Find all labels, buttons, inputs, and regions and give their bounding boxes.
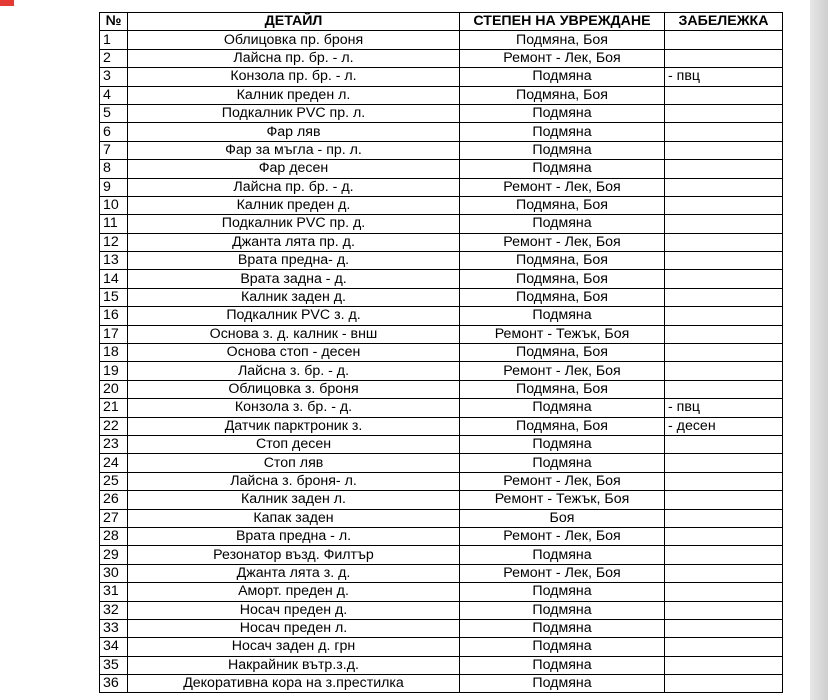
row-part: Лайсна з. броня- л. xyxy=(128,472,460,490)
row-part: Калник преден д. xyxy=(128,196,460,214)
row-part: Джанта лята з. д. xyxy=(128,564,460,582)
row-note xyxy=(665,160,783,178)
row-damage-degree: Ремонт - Лек, Боя xyxy=(460,527,665,545)
row-note: - пвц xyxy=(665,399,783,417)
row-note xyxy=(665,546,783,564)
table-row xyxy=(100,104,783,122)
row-number: 36 xyxy=(100,675,128,693)
row-damage-degree: Подмяна xyxy=(460,583,665,601)
row-damage-degree: Подмяна xyxy=(460,454,665,472)
table-row xyxy=(100,399,783,417)
row-number: 7 xyxy=(100,141,128,159)
row-note xyxy=(665,123,783,141)
table-row xyxy=(100,307,783,325)
row-number: 23 xyxy=(100,435,128,453)
table-row xyxy=(100,123,783,141)
row-number: 13 xyxy=(100,252,128,270)
row-part: Конзола пр. бр. - л. xyxy=(128,68,460,86)
row-note xyxy=(665,252,783,270)
row-part: Накрайник вътр.з.д. xyxy=(128,656,460,674)
row-number: 4 xyxy=(100,86,128,104)
red-corner-mark xyxy=(0,0,14,6)
row-damage-degree: Подмяна xyxy=(460,141,665,159)
table-row xyxy=(100,49,783,67)
row-number: 17 xyxy=(100,325,128,343)
row-part: Подкалник PVC пр. л. xyxy=(128,104,460,122)
row-damage-degree: Подмяна xyxy=(460,123,665,141)
row-number: 12 xyxy=(100,233,128,251)
row-note xyxy=(665,270,783,288)
row-note xyxy=(665,491,783,509)
row-number: 35 xyxy=(100,656,128,674)
row-damage-degree: Подмяна, Боя xyxy=(460,417,665,435)
table-row xyxy=(100,86,783,104)
row-damage-degree: Подмяна, Боя xyxy=(460,86,665,104)
row-number: 5 xyxy=(100,104,128,122)
table-row xyxy=(100,527,783,545)
table-row xyxy=(100,619,783,637)
row-damage-degree: Подмяна xyxy=(460,619,665,637)
row-note xyxy=(665,288,783,306)
row-damage-degree: Подмяна, Боя xyxy=(460,252,665,270)
row-part: Калник заден л. xyxy=(128,491,460,509)
row-part: Фар за мъгла - пр. л. xyxy=(128,141,460,159)
table-row xyxy=(100,656,783,674)
row-note xyxy=(665,325,783,343)
row-note xyxy=(665,509,783,527)
table-row xyxy=(100,68,783,86)
row-note xyxy=(665,31,783,49)
row-part: Врата предна - л. xyxy=(128,527,460,545)
row-note xyxy=(665,656,783,674)
row-damage-degree: Подмяна xyxy=(460,546,665,564)
row-note xyxy=(665,454,783,472)
row-number: 25 xyxy=(100,472,128,490)
row-number: 22 xyxy=(100,417,128,435)
row-part: Декоративна кора на з.престилка xyxy=(128,675,460,693)
row-part: Лайсна з. бр. - д. xyxy=(128,362,460,380)
header-number: № xyxy=(100,13,128,31)
row-note xyxy=(665,675,783,693)
table-row xyxy=(100,215,783,233)
table-row xyxy=(100,362,783,380)
table-row xyxy=(100,638,783,656)
row-note xyxy=(665,86,783,104)
table-row xyxy=(100,472,783,490)
row-number: 21 xyxy=(100,399,128,417)
damage-table xyxy=(99,12,783,693)
row-part: Врата предна- д. xyxy=(128,252,460,270)
row-note xyxy=(665,215,783,233)
table-row xyxy=(100,344,783,362)
row-number: 29 xyxy=(100,546,128,564)
table-row xyxy=(100,546,783,564)
header-part: ДЕТАЙЛ xyxy=(128,13,460,31)
row-damage-degree: Ремонт - Лек, Боя xyxy=(460,233,665,251)
row-number: 20 xyxy=(100,380,128,398)
row-number: 34 xyxy=(100,638,128,656)
row-damage-degree: Подмяна, Боя xyxy=(460,344,665,362)
row-part: Основа з. д. калник - внш xyxy=(128,325,460,343)
row-part: Капак заден xyxy=(128,509,460,527)
table-row xyxy=(100,601,783,619)
row-number: 30 xyxy=(100,564,128,582)
row-note xyxy=(665,601,783,619)
table-row xyxy=(100,233,783,251)
row-damage-degree: Ремонт - Лек, Боя xyxy=(460,178,665,196)
row-note xyxy=(665,564,783,582)
row-number: 28 xyxy=(100,527,128,545)
row-damage-degree: Подмяна, Боя xyxy=(460,196,665,214)
row-damage-degree: Подмяна xyxy=(460,307,665,325)
row-note xyxy=(665,49,783,67)
row-part: Подкалник PVC пр. д. xyxy=(128,215,460,233)
header-damage-degree: СТЕПЕН НА УВРЕЖДАНЕ xyxy=(460,13,665,31)
row-damage-degree: Подмяна xyxy=(460,675,665,693)
row-number: 10 xyxy=(100,196,128,214)
row-damage-degree: Подмяна xyxy=(460,104,665,122)
row-note xyxy=(665,583,783,601)
row-number: 6 xyxy=(100,123,128,141)
row-damage-degree: Ремонт - Тежък, Боя xyxy=(460,491,665,509)
row-part: Резонатор възд. Филтър xyxy=(128,546,460,564)
row-note xyxy=(665,619,783,637)
row-damage-degree: Подмяна xyxy=(460,215,665,233)
row-damage-degree: Подмяна xyxy=(460,656,665,674)
row-note xyxy=(665,233,783,251)
row-number: 9 xyxy=(100,178,128,196)
header-note: ЗАБЕЛЕЖКА xyxy=(665,13,783,31)
row-damage-degree: Ремонт - Лек, Боя xyxy=(460,564,665,582)
row-damage-degree: Боя xyxy=(460,509,665,527)
row-part: Фар десен xyxy=(128,160,460,178)
row-damage-degree: Подмяна, Боя xyxy=(460,380,665,398)
row-number: 18 xyxy=(100,344,128,362)
row-damage-degree: Ремонт - Лек, Боя xyxy=(460,472,665,490)
row-note xyxy=(665,527,783,545)
table-row xyxy=(100,325,783,343)
row-note xyxy=(665,196,783,214)
table-row xyxy=(100,564,783,582)
row-number: 16 xyxy=(100,307,128,325)
page-edge xyxy=(810,0,828,700)
row-damage-degree: Подмяна, Боя xyxy=(460,288,665,306)
row-damage-degree: Подмяна xyxy=(460,399,665,417)
row-number: 3 xyxy=(100,68,128,86)
row-part: Датчик парктроник з. xyxy=(128,417,460,435)
row-damage-degree: Подмяна, Боя xyxy=(460,270,665,288)
row-number: 8 xyxy=(100,160,128,178)
table-row xyxy=(100,31,783,49)
row-number: 33 xyxy=(100,619,128,637)
row-part: Стоп десен xyxy=(128,435,460,453)
row-part: Основа стоп - десен xyxy=(128,344,460,362)
row-number: 32 xyxy=(100,601,128,619)
row-part: Калник преден л. xyxy=(128,86,460,104)
row-number: 27 xyxy=(100,509,128,527)
row-part: Аморт. преден д. xyxy=(128,583,460,601)
table-row xyxy=(100,380,783,398)
row-number: 15 xyxy=(100,288,128,306)
row-part: Лайсна пр. бр. - л. xyxy=(128,49,460,67)
row-damage-degree: Ремонт - Лек, Боя xyxy=(460,49,665,67)
row-part: Врата задна - д. xyxy=(128,270,460,288)
table-row xyxy=(100,583,783,601)
row-note xyxy=(665,344,783,362)
row-note: - пвц xyxy=(665,68,783,86)
row-damage-degree: Подмяна xyxy=(460,638,665,656)
row-part: Облицовка пр. броня xyxy=(128,31,460,49)
row-part: Носач заден д. грн xyxy=(128,638,460,656)
table-row xyxy=(100,288,783,306)
row-note xyxy=(665,307,783,325)
table-row xyxy=(100,252,783,270)
row-number: 2 xyxy=(100,49,128,67)
row-note xyxy=(665,141,783,159)
row-damage-degree: Подмяна xyxy=(460,68,665,86)
row-number: 19 xyxy=(100,362,128,380)
table-row xyxy=(100,270,783,288)
row-damage-degree: Ремонт - Лек, Боя xyxy=(460,362,665,380)
row-note xyxy=(665,178,783,196)
table-row xyxy=(100,454,783,472)
table-row xyxy=(100,435,783,453)
table-body xyxy=(100,31,783,693)
row-number: 11 xyxy=(100,215,128,233)
row-part: Фар ляв xyxy=(128,123,460,141)
row-part: Носач преден д. xyxy=(128,601,460,619)
row-damage-degree: Подмяна, Боя xyxy=(460,31,665,49)
row-number: 14 xyxy=(100,270,128,288)
row-part: Стоп ляв xyxy=(128,454,460,472)
row-part: Носач преден л. xyxy=(128,619,460,637)
row-note xyxy=(665,362,783,380)
table-row xyxy=(100,509,783,527)
row-damage-degree: Подмяна xyxy=(460,601,665,619)
row-number: 24 xyxy=(100,454,128,472)
row-part: Облицовка з. броня xyxy=(128,380,460,398)
table-row xyxy=(100,417,783,435)
row-number: 26 xyxy=(100,491,128,509)
table-row xyxy=(100,141,783,159)
row-damage-degree: Подмяна xyxy=(460,160,665,178)
row-note xyxy=(665,638,783,656)
table-row xyxy=(100,196,783,214)
row-note xyxy=(665,104,783,122)
row-damage-degree: Подмяна xyxy=(460,435,665,453)
row-number: 31 xyxy=(100,583,128,601)
row-note xyxy=(665,380,783,398)
row-number: 1 xyxy=(100,31,128,49)
table-row xyxy=(100,160,783,178)
row-note xyxy=(665,472,783,490)
row-part: Калник заден д. xyxy=(128,288,460,306)
table-row xyxy=(100,178,783,196)
row-note xyxy=(665,435,783,453)
table-row xyxy=(100,675,783,693)
row-note: - десен xyxy=(665,417,783,435)
row-part: Подкалник PVC з. д. xyxy=(128,307,460,325)
table-header-row xyxy=(100,13,783,31)
row-part: Джанта лята пр. д. xyxy=(128,233,460,251)
table-row xyxy=(100,491,783,509)
row-part: Конзола з. бр. - д. xyxy=(128,399,460,417)
row-damage-degree: Ремонт - Тежък, Боя xyxy=(460,325,665,343)
row-part: Лайсна пр. бр. - д. xyxy=(128,178,460,196)
